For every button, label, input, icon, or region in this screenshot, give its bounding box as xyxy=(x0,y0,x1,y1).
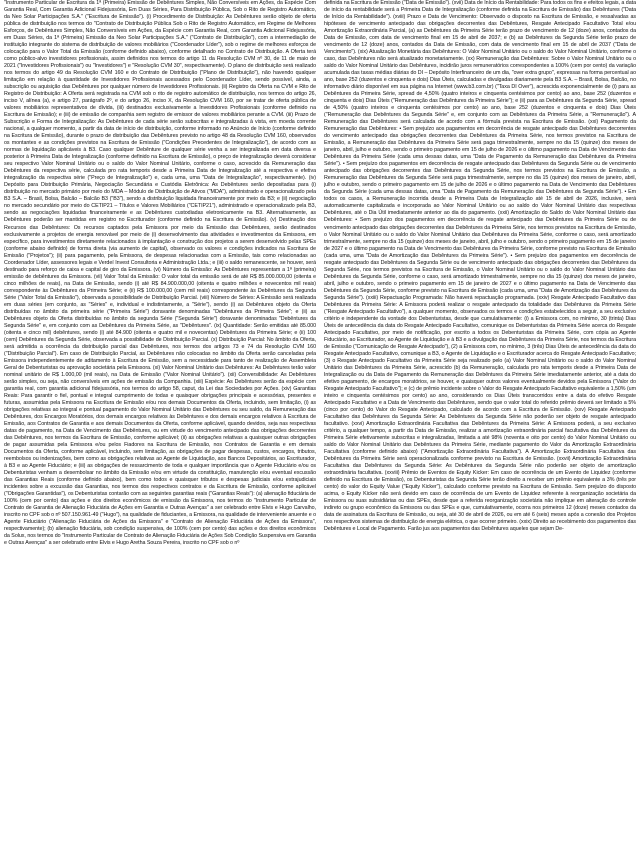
left-column xyxy=(4,0,316,853)
right-column xyxy=(324,0,636,853)
left-column-text: "Instrumento Particular de Escritura da 1ª (Primeira) Emissão de Debêntures Simples, Não Conversíveis em Ações, da Espécie Com Garantia Real, Com Garantia Adicional Fidejussória, Em Duas Séries, Para Distribuição Pública, Sob o Rito de Registro Automático, da Neo Solar Participações S.A." ("Escritura de Emissão"). (i) Procedimento de Distribuição: As Debêntures serão objeto de oferta pública de distribuição nos termos do "Contrato de Distribuição Pública Sob o Rito de Registro Automático, em Regime de Melhores Esforços, de Debêntures Simples, Não Conversíveis em Ações, da Espécie com Garantia Real, com Garantia Adicional Fidejussória, em Duas Séries, da 1ª (Primeira) Emissão da Neo Solar Participações S.A." ("Contrato de Distribuição"), com a intermediação de instituição integrante do sistema de distribuição de valores mobiliários ("Coordenador Líder"), sob o regime de melhores esforços de colocação para o Valor Total da Emissão (conforme definido abaixo), conforme detalhado no Contrato de Distribuição. A Oferta terá como público-alvo investidores profissionais, assim definidos nos termos do artigo 11 da Resolução CVM nº 30, de 11 de maio de 2021 ("Investidores Profissionais") ou "Investidores") e "Resolução CVM 30", respectivamente). O plano de distribuição será realizado nos termos do artigo 49 da Resolução CVM 160 e do Contrato de Distribuição ("Plano de Distribuição"), não havendo qualquer limitação em relação à quantidade de Investidores Profissionais acessados pelo Coordenador Líder, sendo possível, ainda, a subscrição ou aquisição das Debêntures por qualquer número de Investidores Profissionais. (ii) Registro da Oferta na CVM e Rito de Registro de Distribuição: A Oferta será registrada na CVM sob o rito de registro automático de distribuição, nos termos do artigo 26, inciso V, alínea (a), e artigo 27, parágrafo 2º, e do artigo 26, inciso X, da Resolução CVM 160, por se tratar de oferta pública de valores mobiliários representativos de dívida, (iii) destinados exclusivamente a Investidores Profissionais (conforme definido na Escritura de Emissão); e (iii) de emissão de companhia sem registro de emissor de valores mobiliários perante a CVM. (iii) Prazo de Subscrição e Forma de Integralização: As Debêntures de cada série serão subscritas e integralizadas à vista, em moeda corrente nacional, a qualquer momento, a partir da data de início de distribuição, conforme informado no Anúncio de Início (conforme definido na Escritura de Emissão), durante o prazo de distribuição das Debêntures previsto no artigo 48 da Resolução CVM 160, observados os montantes e as condições previstos na Escritura de Emissão ("Condições Precedentes de Integralização"), de acordo com as normas de liquidação aplicáveis à B3. Caso qualquer Debênture de qualquer série venha a ser integralizada em data diversa e posterior à Primeira Data de Integralização (conforme definido na Escritura de Emissão), o preço de integralização deverá considerar seu respectivo Valor Nominal Unitário ou o saldo do Valor Nominal Unitário, conforme o caso, acrescido da Remuneração das Debêntures da respectiva série, calculada pro rata temporis desde a Primeira Data de Integralização até a respectiva e efetiva integralização da respectiva série ("Preço de Integralização") e, cada uma, uma "Data de Integralização", respectivamente). (iv) Depósito para Distribuição Primária, Negociação Secundária e Custódia Eletrônica: As Debêntures serão depositadas para (i) distribuição no mercado primário por meio do MDA – Módulo de Distribuição de Ativos ("MDA"), administrado e operacionalizado pela B3 S.A. – Brasil, Bolsa, Balcão – Balcão B3 ("B3"), sendo a distribuição liquidada financeiramente por meio da B3; e (ii) negociação no mercado secundário por meio do CETIP21 – Títulos e Valores Mobiliários ("CETIP21"), administrado e operacionalizado pela B3, sendo as negociações liquidadas financeiramente e as Debêntures custodiadas eletronicamente na B3. Alternativamente, as Debêntures poderão ser mantidas em registro no Escriturador (conforme definido na Escritura de Emissão). (v) Destinação dos Recursos das Debêntures: Os recursos captados pela Emissora por meio da Emissão das Debêntures, serão destinados exclusivamente a projetos de energia renovável por meio de (i) desenvolvimento das atividades e investimentos da Emissora, em específico, para investimentos diretamente relacionados à implantação e construção dos projetos a serem desenvolvido pelas SPEs (conforme abaixo definido) de forma direta (via aumento de capital), observado os valores e condições indicados na Escritura de Emissão ("Projetos"); (ii) para pagamento, pela Emissora, de despesas relacionadas com a Emissão, tais como relacionadas ao Coordenador Líder, assessores legais e Verdeí Invest Consultoria e Administração Ltda.; e (iii) o saldo remanescente, se houver, será destinado para reforço de caixa e capital de giro da Emissora. (vi) Número da Emissão: As Debêntures representam a 1ª (primeira) emissão de debêntures da Emissora. (vii) Valor Total da Emissão: O valor total da emissão será de até R$ 85.000.000,00 (oitenta e cinco milhões de reais), na Data de Emissão, sendo (i) até R$ 84.900.000,00 (oitenta e quatro milhões e novecentos mil reais) correspondente às Debêntures da Primeira Série; e (ii) R$ 100.000,00 (cem mil reais) correspondente às Debêntures da Segunda Série ("Valor Total da Emissão"), observada a possibilidade de Distribuição Parcial. (viii) Número de Séries: A Emissão será realizada em duas séries (em conjunto, as "Séries" e, individual e indistintamente, a "Série"), sendo (i) as Debêntures objeto da Oferta distribuídas no âmbito da primeira série ("Primeira Série") doravante denominadas "Debêntures da Primeira Série"; e (ii) as Debêntures objeto da Oferta distribuídas no âmbito da segunda Série ("Segunda Série") doravante denominadas "Debêntures da Segunda Série" e, em conjunto com as Debêntures da Primeira Série, as "Debêntures". (ix) Quantidade: Serão emitidas até 85.000 (oitenta e cinco mil) debêntures, sendo (i) até 84.900 (oitenta e quatro mil e novecentas) Debêntures da Primeira Série; e (ii) 100 (cem) Debêntures da Segunda Série, observada a possibilidade de Distribuição Parcial. (x) Distribuição Parcial: No âmbito da Oferta, será admitida a ocorrência da distribuição parcial das Debêntures, nos termos dos artigos 73 e 74 da Resolução CVM 160 ("Distribuição Parcial"). Em caso de Distribuição Parcial, as Debêntures não colocadas no âmbito da Oferta serão canceladas pela Emissora independentemente de aditamento à Escritura de Emissão, sem a necessidade para tanto de realização de Assembleia Geral de Debenturistas ou aprovação societária pela Emissora. (xi) Valor Nominal Unitário das Debêntures: As Debêntures terão valor nominal unitário de R$ 1.000,00 (mil reais), na Data de Emissão ("Valor Nominal Unitário"). (xii) Conversibilidade: As Debêntures serão simples, ou seja, não conversíveis em ações de emissão da Companhia. (xiii) Espécie: As Debêntures serão da espécie com garantia real, com garantia adicional fidejussória, nos termos do artigo 58, caput, da Lei das Sociedades por Ações. (xiv) Garantias Reais: Para garantir o fiel, pontual e integral cumprimento de todas e quaisquer obrigações principais e acessórias, presentes e futuras, assumidas pela Emissora na Escritura de Emissão e/ou nos demais Documentos da Oferta, incluindo, sem limitação, (i) as obrigações relativas ao integral e pontual pagamento do Valor Nominal Unitário das Debêntures ou seu saldo, da Remuneração das Debêntures, dos Encargos Moratórios, dos demais encargos relativos às Debêntures e dos demais encargos relativos à Escritura de Emissão, aos Contratos de Garantia e aos demais Documentos da Oferta, conforme aplicável, quando devidos, seja nas respectivas datas de pagamento, na Data de Vencimento das Debêntures, ou em virtude do vencimento antecipado das obrigações decorrentes das Debêntures, nos termos da Escritura de Emissão, conforme aplicável; (ii) as obrigações relativas a quaisquer outras obrigações de pagar assumidas pela Emissora e/ou pelos Fiadores na Escritura de Emissão, nos Contratos de Garantia e em demais Documentos da Oferta, conforme aplicável, incluindo, sem limitação, as obrigações de pagar despesas, custos, encargos, tributos, reembolsos ou indenizações, bem como as obrigações relativas ao Agente de Liquidação, aos Bancos Depositários, ao Escriturador, à B3 e ao Agente Fiduciário; e (iii) as obrigações de ressarcimento de toda e qualquer importância que o Agente Fiduciário e/ou os Debenturistas venham a desembolsar no âmbito da Emissão e/ou em virtude da constituição, manutenção e/ou eventual excussão das Garantias Reais (conforme definido abaixo), bem como todos e quaisquer tributos e despesas judiciais e/ou extrajudiciais incidentes sobre a excussão das Garantias, nos termos dos respectivos contratos e da Escritura de Emissão, conforme aplicável ("Obrigações Garantidas"), os Debenturistas contarão com as seguintes garantias reais ("Garantias Reais"): (a) alienação fiduciária de 100% (cem por cento) das ações e dos direitos econômicos de emissão da Emissora, nos termos do "Instrumento Particular de Contrato de Garantia de Alienação Fiduciária de Ações em Garantia e Outras Avenças" a ser celebrado entre Elvis e Hugo Carvalho, inscrito no CPF sob o nº 507.150.961-49 ("Hugo"), na qualidade de fiduciantes, a Emissora, na qualidade de interveniente anuente e o Agente Fiduciário ("Alienação Fiduciária de Ações da Emissora" e "Contrato de Alienação Fiduciária de Ações da Emissora", respectivamente); (b) alienação fiduciária, sob condição suspensiva, de 100% (cem por cento) das ações e dos direitos econômicos da Solux, nos termos do "Instrumento Particular de Contrato de Alienação Fiduciária de Ações Sob Condição Suspensiva em Garantia e Outras Avenças" a ser celebrado entre Elvis e Hugo Aretha Souza Pereira, inscrito no CPF sob o nº xyxy=(4,0,316,547)
right-column-text: definida na Escritura de Emissão ("Data de Emissão"). (xvii) Data de Início da Rentabilidade: Para todos os fins e efeitos legais, a data de início da rentabilidade será a Primeira Data de Integralização (conforme definida na Escritura de Emissão) das Debêntures ("Data de Início da Rentabilidade"). (xviii) Prazo e Data de Vencimento: Observado o disposto na Escritura de Emissão, e ressalvadas as hipóteses de vencimento antecipado das obrigações decorrentes das Debêntures, Resgate Antecipado Facultativo Total e/ou Amortização Extraordinária Parcial, (a) as Debêntures da Primeira Série terão prazo de vencimento de 12 (doze) anos, contados da Data de Emissão, com data de vencimento final em 15 de abril de 2037; e (b) as Debêntures da Segunda Série terão prazo de vencimento de 12 (doze) anos, contados da Data de Emissão, com data de vencimento final em 15 de abril de 2037 ("Data de Vencimento"). (xix) Atualização Monetária das Debêntures: O Valor Nominal Unitário ou o saldo do Valor Nominal Unitário, conforme o caso, das Debêntures não será atualizado monetariamente. (xx) Remuneração das Debêntures: Sobre o Valor Nominal Unitário ou o saldo do Valor Nominal Unitário das Debêntures, incidirão juros remuneratórios correspondentes a 100% (cem por cento) da variação acumulada das taxas médias diárias do DI – Depósito Interfinanceiro de um dia, "over extra grupo", expressas na forma percentual ao ano, base 252 (duzentos e cinquenta e dois) Dias Úteis, calculadas e divulgadas diariamente pela B3 S.A. – Brasil, Bolsa, Balcão, no informativo diário disponível em sua página na Internet (www.b3.com.br) ("Taxa DI Over"), acrescida exponencialmente de (i) para as Debêntures da Primeira Série, spread de 4,50% (quatro inteiros e cinquenta centésimos por cento) ao ano, base 252 (duzentos e cinquenta e dois) Dias Úteis ("Remuneração das Debêntures da Primeira Série"); e (ii) para as Debêntures da Segunda Série, spread de 4,50% (quatro inteiros e cinquenta centésimos por cento) ao ano, base 252 (duzentos e cinquenta e dois) Dias Úteis ("Remuneração das Debêntures da Segunda Série" e, em conjunto com as Debêntures da Primeira Série, a "Remuneração"). A Remuneração das Debêntures será calculada de acordo com a fórmula prevista na Escritura de Emissão. (xxi) Pagamento da Remuneração das Debêntures: • Sem prejuízo aos pagamentos em decorrência de resgate antecipado das Debêntures decorrentes do vencimento antecipado das obrigações decorrentes das Debêntures da Primeira Série, nos termos previstos na Escritura de Emissão, a Remuneração das Debêntures da Primeira Série será paga trimestralmente, sempre no dia 15 (quinze) dos meses de janeiro, abril, julho e outubro, sendo o primeiro pagamento em 15 de julho de 2026 e o último pagamento na Data de Vencimento das Debêntures da Primeira Série (cada uma dessas datas, uma "Data de Pagamento da Remuneração das Debêntures da Primeira Série"). • Sem prejuízo dos pagamentos em decorrência de resgate antecipado das Debêntures da Segunda Série ou de vencimento antecipado das obrigações decorrentes das Debêntures da Segunda Série, nos termos previstos na Escritura de Emissão, a Remuneração das Debêntures da Segunda Série será paga trimestralmente, sempre no dia 15 (quinze) dos meses de janeiro, abril, julho e outubro, sendo o primeiro pagamento em 15 de julho de 2026 e o último pagamento na Data de Vencimento das Debêntures da Segunda Série (cada uma dessas datas, uma "Data de Pagamento da Remuneração das Debêntures da Segunda Série"). • Em todos os casos, a Remuneração incorrida desde a Primeira Data de Integralização até 15 de abril de 2026, inclusive, será automaticamente capitalizada e incorporada ao Valor Nominal Unitário ou ao saldo do Valor Nominal Unitário das respectivas Debêntures, até o Dia Útil imediatamente anterior ao dia do pagamento. (xxii) Amortização do Saldo do Valor Nominal Unitário das Debêntures: • Sem prejuízo dos pagamentos em decorrência de resgate antecipado das Debêntures da Primeira Série ou de vencimento antecipado das obrigações decorrentes das Debêntures da Primeira Série, nos termos previstos na Escritura de Emissão, o Valor Nominal Unitário ou o saldo do Valor Nominal Unitário das Debêntures da Primeira Série, conforme o caso, será amortizado trimestralmente, sempre no dia 15 (quinze) dos meses de janeiro, abril, julho e outubro, sendo o primeiro pagamento em 15 de janeiro de 2027 e o último pagamento na Data de Vencimento das Debêntures da Primeira Série, conforme previsto na Escritura de Emissão (cada uma, uma "Data de Amortização das Debêntures da Primeira Série"). • Sem prejuízo dos pagamentos em decorrência de resgate antecipado das Debêntures da Segunda Série ou de vencimento antecipado das obrigações decorrentes das Debêntures da Segunda Série, nos termos previstos na Escritura de Emissão, o Valor Nominal Unitário ou o saldo do Valor Nominal Unitário das Debêntures da Segunda Série, conforme o caso, será amortizado trimestralmente, sempre no dia 15 (quinze) dos meses de janeiro, abril, julho e outubro, sendo o primeiro pagamento em 15 de janeiro de 2027 e o último pagamento na Data de Vencimento das Debêntures da Segunda Série, conforme previsto na Escritura de Emissão (cada uma, uma "Data de Amortização das Debêntures da Segunda Série"). (xxiii) Repactuação Programada: Não haverá repactuação programada. (xxiv) Resgate Antecipado Facultativo das Debêntures da Primeira Série: A Emissora poderá realizar o resgate antecipado da totalidade das Debêntures da Primeira Série ("Resgate Antecipado Facultativo"), a qualquer momento, observados os termos e condições estabelecidos a seguir, a seu exclusivo critério e independente da vontade dos Debenturistas, desde que cumulativamente: (i) a Emissora com, no mínimo, 30 (trinta) Dias Úteis de antecedência da data do Resgate Antecipado Facultativo, comunique os Debenturistas da Primeira Série acerca do Resgate Antecipado Facultativo, por meio de notificação, por escrito a todos os Debenturistas da Primeira Série, com cópia ao Agente Fiduciário, ao Escriturador, ao Agente de Liquidação e à B3 e a divulgação das Debêntures da Primeira Série, nos termos da Escritura de Emissão ("Comunicação de Resgate Antecipado"), (2) a Emissora com, no mínimo, 3 (três) Dias Úteis de antecedência da data do Resgate Antecipado Facultativo, comunique a B3, o Agente de Liquidação e o Escriturador acerca do Resgate Antecipado Facultativo; (3) o Resgate Antecipado Facultativo da Primeira Série seja realizado pelo (a) Valor Nominal Unitário ou o saldo do Valor Nominal Unitário das Debêntures da Primeira Série, acrescido (b) da Remuneração, calculada pro rata temporis desde a Primeira Data de Integralização ou da Data de Pagamento da Remuneração das Debêntures da Primeira Série imediatamente anterior, até a data do efetivo pagamento, de encargos moratórios, se houver, e quaisquer outros valores eventualmente devidos pela Emissora ("Valor do Resgate Antecipado Facultativo"); e (c) de prêmio incidente sobre o Valor do Resgate Antecipado Facultativo equivalente a 1,50% (um inteiro e cinquenta centésimos por cento) ao ano, considerando os Dias Úteis transcorridos entre a data do efetivo Resgate Antecipado Facultativo e a Data de Vencimento das Debêntures, sendo que o valor total do referido prêmio deverá ser limitado a 5% (cinco por cento) do Valor do Resgate Antecipado, calculado de acordo com a Escritura de Emissão. (xxv) Resgate Antecipado Facultativo das Debêntures da Segunda Série: As Debêntures da Segunda Série não poderão ser objeto de resgate antecipado facultativo. (xxvi) Amortização Extraordinária Facultativa das Debêntures da Primeira Série: A Emissora poderá, a seu exclusivo critério, a qualquer tempo, a partir da Data de Emissão, realizar a amortização extraordinária parcial facultativa das Debêntures da Primeira Série efetivamente subscritas e integralizadas, limitada a até 98% (noventa e oito por cento) do Valor Nominal Unitário ou saldo do Valor Nominal Unitário das Debêntures da Primeira Série, mediante pagamento do Valor da Amortização Extraordinária Facultativa (conforme definido abaixo) ("Amortização Extraordinária Facultativa"). A Amortização Extraordinária Facultativa das Debêntures da Primeira Série será operacionalizada conforme previsto na Escritura de Emissão. (xxvii) Amortização Extraordinária Facultativa das Debêntures da Segunda Série: As Debêntures da Segunda Série não poderão ser objeto de amortização extraordinária facultativa. (xxviii) Prêmio de Eventos de Equity Kicker: Em caso de ocorrência de um Evento de Liquidez (conforme definido na Escritura de Emissão), os Debenturistas da Segunda Série terão direito a receber um prêmio equivalente a 3% (três por cento) do valor do Equity Value ("Equity Kicker"), calculado conforme previsto na Escritura de Emissão. Sem prejuízo do disposto acima, o Equity Kicker não será devido em caso de ocorrência de um Evento de Liquidez referente à reorganização societária da Emissora ou suas subsidiárias ou das SPEs, desde que a referida reorganização societária não implique em alteração do controle indireto ou grupo econômico da Emissora ou das SPEs e que, cumulativamente, ocorra nos primeiros 12 (doze) meses contados da data de assinatura da Escritura de Emissão, ou seja, até 30 de abril de 2026, ou em até 6 (seis) meses após a conexão dos Projetos nos respectivos sistemas de distribuição de energia elétrica, o que ocorrer primeiro. (xxix) Direito ao recebimento dos pagamentos das Debêntures e Local de Pagamento. Farão jus aos pagamentos das Debêntures aqueles que sejam De- xyxy=(324,0,636,533)
